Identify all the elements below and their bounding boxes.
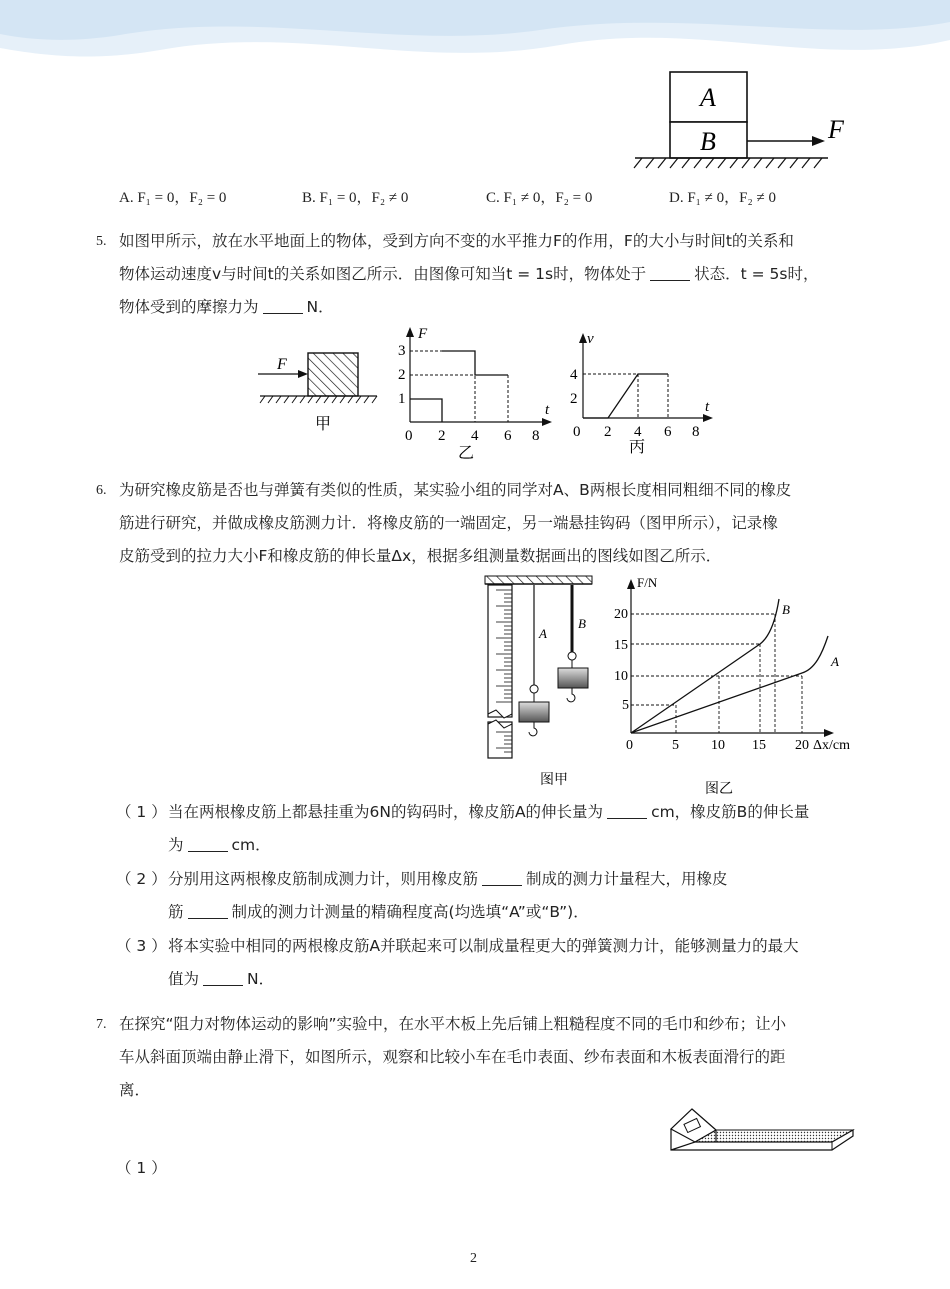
q5-yi-xtick-8: 8 — [532, 428, 540, 444]
weight-a — [519, 702, 549, 722]
q6-sub1-line1: 当在两根橡皮筋上都悬挂重为6N的钩码时，橡皮筋A的伸长量为 cm，橡皮筋B的伸长量 — [168, 803, 810, 821]
q5-bing-ytick-4: 4 — [570, 367, 578, 383]
q5-yi-xtick-4: 4 — [471, 428, 479, 444]
q5-jia-caption: 甲 — [315, 416, 332, 433]
q6-fig-yi-caption: 图乙 — [705, 782, 733, 797]
weight-b — [558, 668, 588, 688]
ruler — [488, 585, 512, 717]
q5-yi-xtick-2: 2 — [438, 428, 446, 444]
q6-chart-yi — [610, 574, 860, 799]
q5-line2: 物体运动速度v与时间t的关系如图乙所示．由图像可知当t = 1s时，物体处于 状态．t = 5s时， — [119, 265, 819, 283]
q6-chart-xlabel: Δx/cm — [813, 738, 850, 753]
q5-bing-xtick-8: 8 — [692, 424, 700, 440]
q5-chart-yi — [392, 322, 562, 462]
q6-sub2-number: （ 2 ） — [116, 870, 167, 888]
q6-line3: 皮筋受到的拉力大小F和橡皮筋的伸长量Δx，根据多组测量数据画出的图线如图乙所示． — [119, 547, 722, 565]
q5-line3: 物体受到的摩擦力为 N． — [119, 298, 334, 316]
q5-yi-xlabel: t — [545, 402, 550, 418]
q6-chart-ylabel: F/N — [637, 575, 658, 590]
q6-ytick-10: 10 — [614, 669, 628, 684]
q7-line3: 离． — [119, 1081, 151, 1099]
q5-yi-ytick-2: 2 — [398, 367, 406, 383]
q7-sub1-number: （ 1 ） — [116, 1159, 167, 1177]
q5-line1: 如图甲所示，放在水平地面上的物体，受到方向不变的水平推力F的作用，F的大小与时间t的关系和 — [119, 232, 794, 250]
option-a-text: F₁ = 0，F₂ = 0 — [137, 190, 227, 206]
q5-bing-xtick-2: 2 — [604, 424, 612, 440]
q6-sub3-blank-1[interactable] — [203, 971, 243, 986]
option-b-text: F₁ = 0，F₂ ≠ 0 — [319, 190, 409, 206]
option-c[interactable] — [486, 186, 592, 207]
q6-sub2-line1: 分别用这两根橡皮筋制成测力计，则用橡皮筋 制成的测力计量程大，用橡皮 — [168, 870, 728, 888]
q5-jia-force-label: F — [277, 356, 287, 373]
q5-bing-xtick-4: 4 — [634, 424, 642, 440]
q5-yi-xtick-6: 6 — [504, 428, 512, 444]
q6-sub1-blank-1[interactable] — [607, 804, 647, 819]
band-b-label: B — [578, 616, 586, 631]
q6-xtick-0: 0 — [626, 738, 633, 753]
q7-ramp-figure — [668, 1104, 858, 1156]
block-a-label: A — [700, 83, 716, 112]
q5-bing-xtick-6: 6 — [664, 424, 672, 440]
option-b-label: B. — [302, 190, 316, 206]
q6-number: 6. — [96, 483, 107, 498]
block-b-label: B — [700, 127, 716, 156]
option-d-text: F₁ ≠ 0，F₂ ≠ 0 — [687, 190, 776, 206]
q5-yi-ylabel: F — [418, 326, 428, 342]
q5-yi-ytick-1: 1 — [398, 391, 406, 407]
ground-hatch — [634, 158, 822, 168]
q5-yi-caption: 乙 — [458, 445, 475, 462]
q5-bing-ytick-2: 2 — [570, 391, 578, 407]
option-a[interactable] — [119, 186, 226, 207]
force-f-label: F — [828, 115, 844, 144]
q6-ytick-20: 20 — [614, 607, 628, 622]
option-b[interactable] — [302, 186, 408, 207]
q6-series-b — [631, 599, 779, 733]
q5-number: 5. — [96, 234, 107, 249]
q7-number: 7. — [96, 1017, 107, 1032]
q6-line1: 为研究橡皮筋是否也与弹簧有类似的性质，某实验小组的同学对A、B两根长度相同粗细不同的橡皮 — [119, 481, 792, 499]
option-c-label: C. — [486, 190, 500, 206]
q5-bing-series — [583, 374, 668, 418]
q5-bing-ylabel: v — [587, 331, 594, 347]
q6-sub1-line2: 为 cm． — [168, 836, 271, 854]
q6-sub1-number: （ 1 ） — [116, 803, 167, 821]
q5-blank-1[interactable] — [650, 266, 690, 281]
option-a-label: A. — [119, 190, 134, 206]
q5-blank-2[interactable] — [263, 299, 303, 314]
q6-sub2-blank-2[interactable] — [188, 904, 228, 919]
q6-line2: 筋进行研究，并做成橡皮筋测力计．将橡皮筋的一端固定，另一端悬挂钩码（图甲所示），记录橡 — [119, 514, 778, 532]
q5-yi-series — [410, 351, 508, 422]
q6-sub3-line2: 值为 N． — [168, 970, 275, 988]
q4-block-figure — [630, 68, 860, 173]
option-d[interactable] — [669, 186, 776, 207]
q6-series-a-label: A — [831, 654, 839, 669]
q5-fig-jia — [255, 345, 385, 435]
q6-sub2-blank-1[interactable] — [482, 871, 522, 886]
q6-sub2-line2: 筋 制成的测力计测量的精确程度高(均选填“A”或“B”)． — [168, 903, 589, 921]
q7-line2: 车从斜面顶端由静止滑下，如图所示，观察和比较小车在毛巾表面、纱布表面和木板表面滑行的距 — [119, 1048, 786, 1066]
q5-bing-xtick-0: 0 — [573, 424, 581, 440]
q5-bing-xlabel: t — [705, 399, 710, 415]
q5-yi-xtick-0: 0 — [405, 428, 413, 444]
q6-ytick-15: 15 — [614, 638, 628, 653]
option-c-text: F₁ ≠ 0，F₂ = 0 — [503, 190, 593, 206]
q5-chart-bing — [565, 326, 725, 456]
q6-series-a — [631, 636, 828, 733]
q6-fig-jia — [482, 572, 597, 792]
q5-bing-caption: 丙 — [629, 439, 646, 456]
q6-xtick-10: 10 — [711, 738, 725, 753]
band-a-label: A — [539, 626, 547, 641]
q7-line1: 在探究“阻力对物体运动的影响”实验中，在水平木板上先后铺上粗糙程度不同的毛巾和纱布；让小 — [119, 1015, 787, 1033]
page-number: 2 — [470, 1251, 477, 1266]
q6-xtick-20: 20 — [795, 738, 809, 753]
q6-ytick-5: 5 — [622, 698, 629, 713]
q6-sub3-number: （ 3 ） — [116, 937, 167, 955]
q6-sub3-line1: 将本实验中相同的两根橡皮筋A并联起来可以制成量程更大的弹簧测力计，能够测量力的最大 — [168, 937, 799, 955]
q6-xtick-5: 5 — [672, 738, 679, 753]
option-d-label: D. — [669, 190, 684, 206]
q6-xtick-15: 15 — [752, 738, 766, 753]
q5-yi-ytick-3: 3 — [398, 343, 406, 359]
header-wave-decoration — [0, 0, 950, 75]
q6-series-b-label: B — [782, 602, 790, 617]
q6-fig-jia-caption: 图甲 — [540, 773, 568, 788]
q6-sub1-blank-2[interactable] — [188, 837, 228, 852]
